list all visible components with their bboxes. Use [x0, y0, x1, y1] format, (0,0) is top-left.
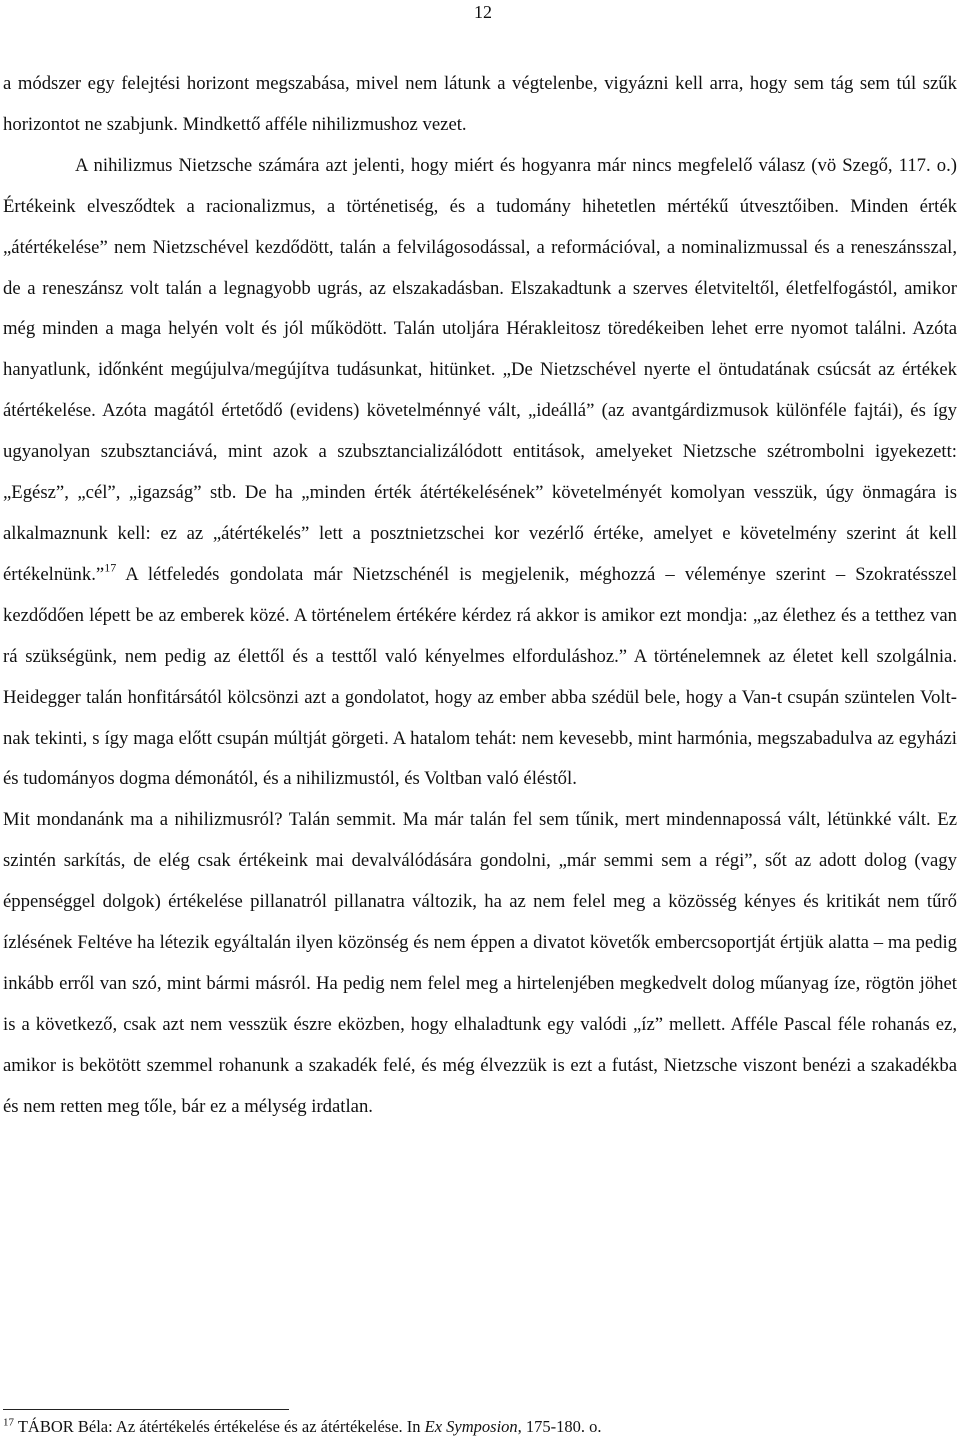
footnote-mark: 17: [3, 1416, 14, 1429]
footnote-divider: [3, 1409, 289, 1410]
footnote: [3, 1416, 602, 1438]
page-number: 12: [474, 2, 492, 22]
footnote-reference[interactable]: 17: [104, 560, 117, 575]
body-text: [3, 64, 957, 1128]
paragraph-3: Mit mondanánk ma a nihilizmusról? Talán semmit. Ma már talán fel sem tűnik, mert mindennapossá vált, létünkké vált. Ez szintén sarkítás, de elég csak értékeink mai devalválódására gondolni, „már semmi sem a régi”, sőt az adott dolog (vagy éppenséggel dolgok) értékelése pillanatról pillanatra változik, ha az nem felel meg a közösség kényes és kritikát nem tűrő ízlésének Feltéve ha létezik egyáltalán ilyen közönség és nem éppen a divatot követők embercsoportját értjük alatta – ma pedig inkább erről van szó, mint bármi másról. Ha pedig nem felel meg a hirtelenjében megkedvelt dolog műanyag íze, rögtön jöhet is a következő, csak azt nem vesszük észre eközben, hogy elhaladtunk egy valódi „íz” mellett. Afféle Pascal féle rohanás ez, amikor is bekötött szemmel rohanunk a szakadék felé, és még élvezzük is ezt a futást, Nietzsche viszont benézi a szakadékba és nem retten meg tőle, bár ez a mélység irdatlan.: [3, 809, 957, 1117]
paragraph-1: a módszer egy felejtési horizont megszabása, mivel nem látunk a végtelenbe, vigyázni kell arra, hogy sem tág sem túl szűk horizontot ne szabjunk. Mindkettő afféle nihilizmushoz vezet.: [3, 73, 957, 135]
footnote-text: TÁBOR Béla: Az átértékelés értékelése és az átértékelése. In: [17, 1417, 425, 1436]
paragraph-2: [3, 146, 957, 801]
paragraph-2-continued: A létfeledés gondolata már Nietzschénél is megjelenik, méghozzá – véleménye szerint – Szokratésszel kezdődően lépett be az emberek közé. A történelem értékére kérdez rá akkor is amikor ezt mondja: „az élethez és a tetthez van rá szükségünk, nem pedig az élettől és a testtől való kényelmes elforduláshoz.” A történelemnek az életet kell szolgálnia. Heidegger talán honfitársától kölcsönzi azt a gondolatot, hogy az ember abba szédül bele, hogy a Van-t csupán szüntelen Volt-nak tekinti, s így maga előtt csupán múltját görgeti. A hatalom tehát: nem kevesebb, mint harmónia, megszabadulva az egyházi és tudományos dogma démonától, és a nihilizmustól, és Voltban való éléstől.: [3, 563, 958, 790]
paragraph-2-text: A nihilizmus Nietzsche számára azt jelenti, hogy miért és hogyanra már nincs megfelelő válasz (vö Szegő, 117. o.) Értékeink elvesződtek a racionalizmus, a történetiség, és a tudomány hihetetlen mértékű útvesztőiben. Minden érték „átértékelése” nem Nietzschével kezdődött, talán a felvilágosodással, a reformációval, a nominalizmussal és a reneszánsszal, de a reneszánsz volt talán a legnagyobb ugrás, az elszakadásban. Elszakadtunk a szerves életviteltől, életfelfogástól, amikor még minden a maga helyén volt és jól működött. Talán utoljára Hérakleitosz töredékeiben lehet erre nyomot találni. Azóta hanyatlunk, időnként megújulva/megújítva tudásunkat, hitünket. „De Nietzschével nyerte el öntudatának csúcsát az értékek átértékelése. Azóta magától értetődő (evidens) követelménnyé vált, „ideállá” (az avantgárdizmusok különféle fajtái), és így ugyanolyan szubsztanciává, mint azok a szubsztancializálódott entitások, amelyeket Nietzsche szétrombolni igyekezett: „Egész”, „cél”, „igazság” stb. De ha „minden érték átértékelésének” követelményét komolyan vesszük, úgy önmagára is alkalmaznunk kell: ez az „átértékelés” lett a posztnietzschei kor vezérlő értéke, amelyet e követelmény szerint át kell értékelnünk.”: [3, 154, 957, 585]
footnote-pages: , 175-180. o.: [517, 1417, 602, 1436]
footnote-title: Ex Symposion: [424, 1417, 518, 1436]
